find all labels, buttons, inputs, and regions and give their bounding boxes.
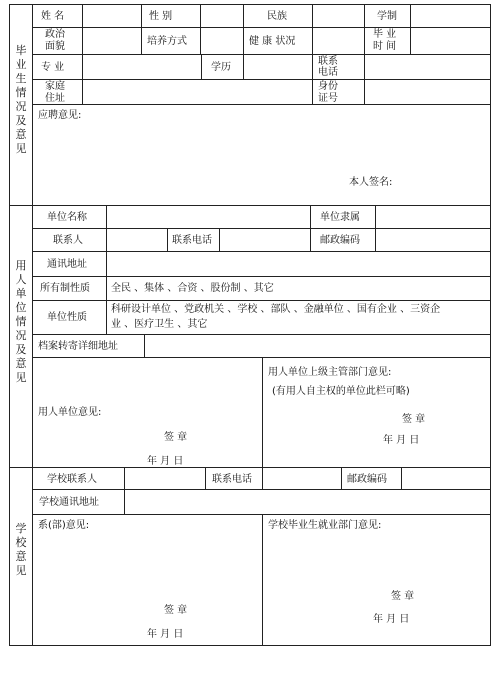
- school-contact-label: 学校联系人: [47, 474, 97, 485]
- political-field[interactable]: [82, 27, 142, 55]
- archive-address-label: 档案转寄详细地址: [38, 341, 118, 352]
- school-phone-field[interactable]: [262, 467, 342, 490]
- application-opinion-label: 应聘意见:: [38, 110, 82, 121]
- contact-phone-field[interactable]: [364, 54, 491, 80]
- major-label: 专 业: [41, 62, 65, 73]
- unit-type-label: 单位性质: [47, 312, 87, 323]
- ethnicity-field[interactable]: [312, 4, 365, 28]
- application-opinion-area[interactable]: [32, 104, 491, 206]
- section-school-title: 学校意见: [15, 522, 27, 577]
- home-address-label-line2: 住址: [45, 93, 65, 104]
- school-postal-field[interactable]: [401, 467, 491, 490]
- id-number-label-line2: 证号: [318, 93, 338, 104]
- employer-postal-label: 邮政编码: [320, 235, 360, 246]
- gender-field[interactable]: [200, 4, 244, 28]
- id-number-field[interactable]: [364, 79, 491, 105]
- dept-date-label: 年 月 日: [147, 629, 184, 640]
- school-contact-field[interactable]: [124, 467, 206, 490]
- employer-postal-field[interactable]: [375, 228, 491, 252]
- home-address-label-line1: 家庭: [45, 81, 65, 92]
- employer-date-label: 年 月 日: [147, 456, 184, 467]
- section-employer-title: 用人单位情况及意见: [15, 259, 27, 384]
- health-label: 健 康 状况: [249, 36, 296, 47]
- affiliation-label: 单位隶属: [320, 212, 360, 223]
- unit-type-options-line1: 科研设计单位 、党政机关 、学校 、部队 、金融单位 、国有企业 、三资企: [111, 304, 441, 315]
- gender-label: 性 别: [149, 11, 173, 22]
- id-number-label-line1: 身份: [318, 81, 338, 92]
- unit-name-label: 单位名称: [47, 212, 87, 223]
- employment-dept-seal-label: 签 章: [391, 591, 415, 602]
- grad-time-label-line2: 时 间: [373, 41, 397, 52]
- grad-time-label-line1: 毕 业: [373, 29, 397, 40]
- employment-dept-opinion-label: 学校毕业生就业部门意见:: [268, 520, 382, 531]
- supervisor-opinion-label: 用人单位上级主管部门意见:: [268, 367, 392, 378]
- section-graduate-title: 毕业生情况及意见: [15, 44, 27, 155]
- affiliation-field[interactable]: [375, 205, 491, 229]
- contact-phone-label-line1: 联系: [318, 56, 338, 67]
- degree-label: 学历: [211, 62, 231, 73]
- name-field[interactable]: [82, 4, 142, 28]
- name-label: 姓 名: [41, 11, 65, 22]
- employer-opinion-label: 用人单位意见:: [38, 407, 102, 418]
- dept-opinion-label: 系(部)意见:: [38, 520, 90, 531]
- education-system-field[interactable]: [410, 4, 491, 28]
- school-address-field[interactable]: [124, 489, 491, 515]
- supervisor-seal-label: 签 章: [402, 414, 426, 425]
- employer-phone-label: 联系电话: [172, 235, 212, 246]
- ownership-label: 所有制性质: [40, 283, 90, 294]
- dept-seal-label: 签 章: [164, 605, 188, 616]
- employment-dept-date-label: 年 月 日: [373, 614, 410, 625]
- health-field[interactable]: [312, 27, 365, 55]
- home-address-field[interactable]: [82, 79, 313, 105]
- political-label-line1: 政治: [45, 29, 65, 40]
- employer-contact-field[interactable]: [106, 228, 168, 252]
- ownership-options: 全民 、集体 、合资 、股份制 、其它: [111, 283, 274, 294]
- employer-address-field[interactable]: [106, 251, 491, 277]
- archive-address-field[interactable]: [144, 334, 491, 358]
- supervisor-note: (有用人自主权的单位此栏可略): [272, 386, 410, 397]
- degree-field[interactable]: [243, 54, 313, 80]
- training-mode-field[interactable]: [200, 27, 244, 55]
- grad-time-field[interactable]: [410, 27, 491, 55]
- employer-seal-label: 签 章: [164, 432, 188, 443]
- school-address-label: 学校通讯地址: [39, 497, 99, 508]
- employment-dept-opinion-area[interactable]: [262, 514, 491, 646]
- supervisor-date-label: 年 月 日: [383, 435, 420, 446]
- training-mode-label: 培养方式: [147, 36, 187, 47]
- political-label-line2: 面貌: [45, 41, 65, 52]
- employer-phone-field[interactable]: [219, 228, 311, 252]
- dept-opinion-area[interactable]: [32, 514, 263, 646]
- education-system-label: 学制: [377, 11, 397, 22]
- school-postal-label: 邮政编码: [347, 474, 387, 485]
- employer-address-label: 通讯地址: [47, 259, 87, 270]
- employment-agreement-form: [9, 4, 491, 646]
- school-phone-label: 联系电话: [212, 474, 252, 485]
- ethnicity-label: 民族: [267, 11, 287, 22]
- major-field[interactable]: [82, 54, 202, 80]
- employer-contact-label: 联系人: [53, 235, 83, 246]
- unit-type-options-line2: 业 、医疗卫生 、其它: [111, 319, 208, 330]
- applicant-signature-label: 本人签名:: [349, 177, 393, 188]
- contact-phone-label-line2: 电话: [318, 67, 338, 78]
- unit-name-field[interactable]: [106, 205, 311, 229]
